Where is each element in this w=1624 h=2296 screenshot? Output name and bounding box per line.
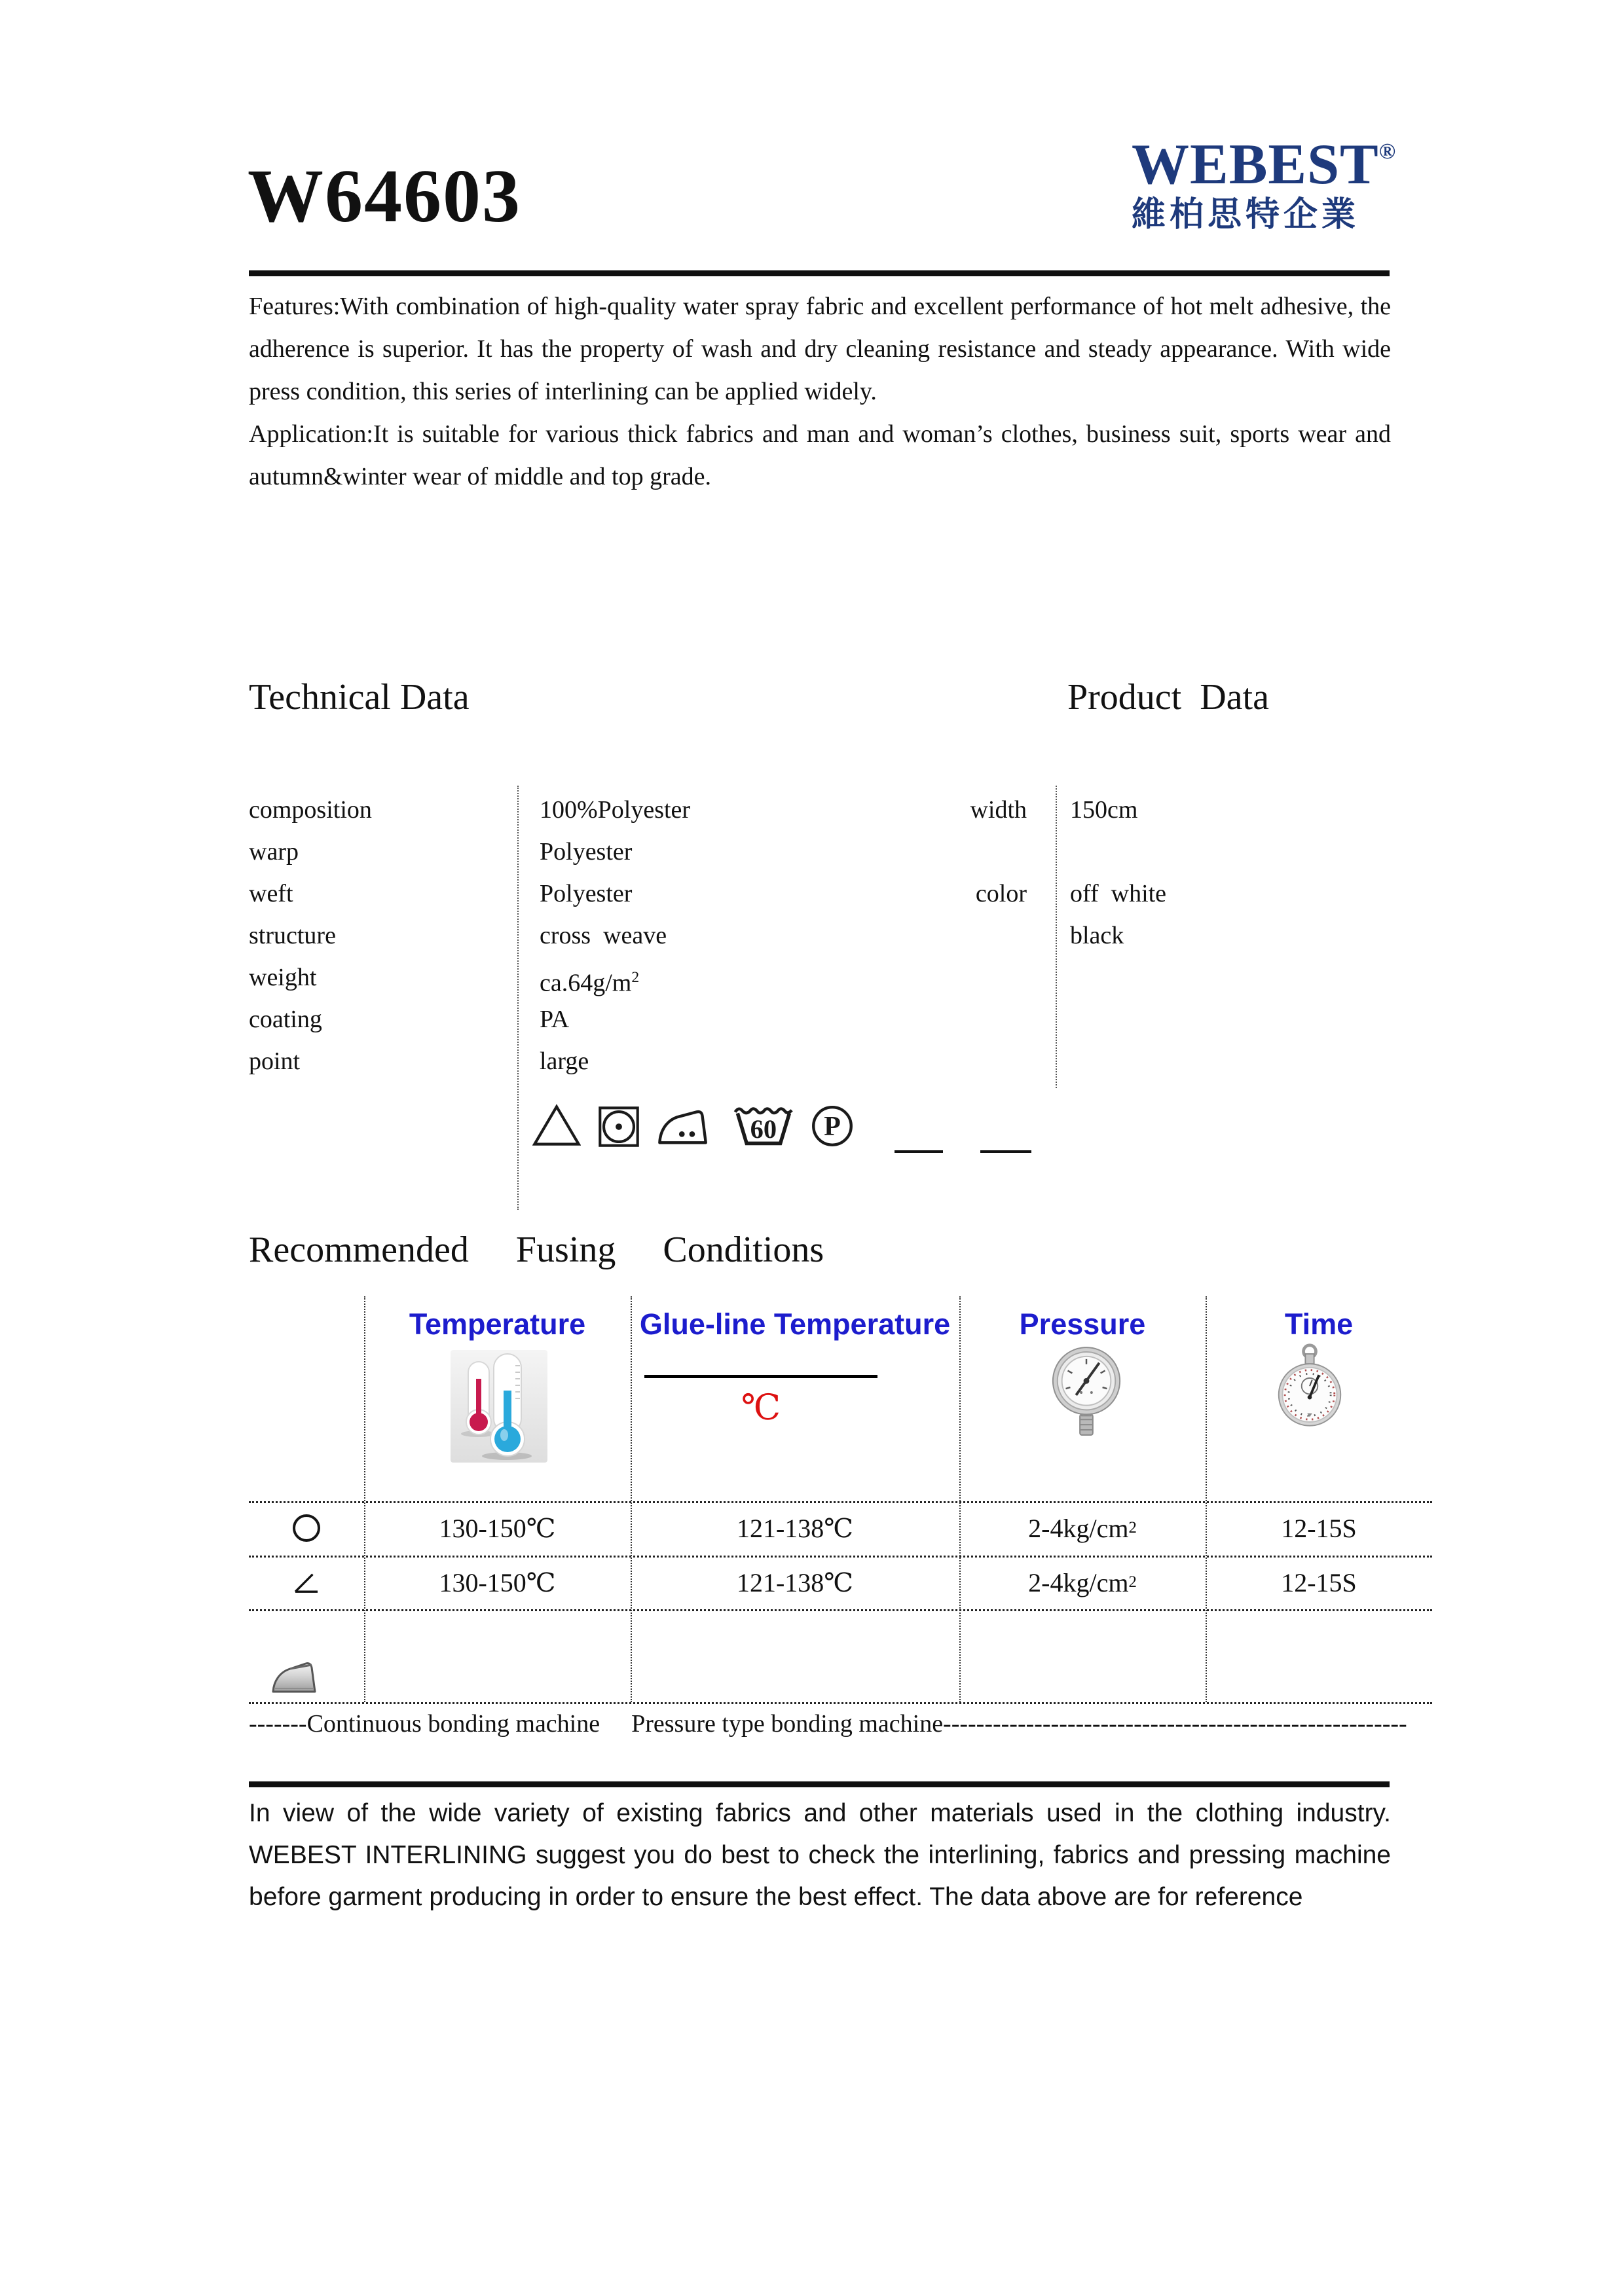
care-symbols-row xyxy=(532,1100,872,1148)
color-value-offwhite: off white xyxy=(1070,880,1167,907)
svg-text:P: P xyxy=(824,1111,841,1142)
spec-label: coating xyxy=(249,1006,322,1033)
fusing-symbol-circle xyxy=(249,1503,364,1554)
pressure-superscript: 2 xyxy=(1128,1519,1137,1537)
spec-label: structure xyxy=(249,922,336,949)
footnote-right: Pressure type bonding machine-------------------------------------------------------- xyxy=(631,1710,1407,1738)
bonding-machine-footnote xyxy=(249,1705,1432,1743)
fusing-row-divider xyxy=(249,1702,1432,1704)
fusing-cell-time: 12-15S xyxy=(1281,1567,1357,1597)
svg-text:60: 60 xyxy=(750,1114,777,1144)
bleach-triangle-icon xyxy=(532,1102,581,1148)
logo-cjk-text: 維柏思特企業 xyxy=(1132,196,1360,234)
spec-label: composition xyxy=(249,796,372,824)
wash-60-icon xyxy=(733,1100,793,1148)
spec-value-weight: $ca.64g/m^2$ xyxy=(540,969,640,997)
technical-spec-labels xyxy=(249,789,524,1082)
registered-trademark-icon: ® xyxy=(1378,139,1396,164)
intro-section xyxy=(249,285,1391,498)
iron-machine-icon xyxy=(270,1656,318,1698)
dry-clean-p-icon xyxy=(810,1104,855,1148)
fusing-column-divider xyxy=(959,1296,961,1702)
spec-value: 100%Polyester xyxy=(540,796,691,824)
fusing-cell-glue: 121-138℃ xyxy=(736,1513,854,1543)
angle-symbol xyxy=(293,1571,320,1594)
spec-value: large xyxy=(540,1048,589,1075)
spec-label: weft xyxy=(249,880,293,907)
blank-underscore xyxy=(980,1150,1031,1153)
spec-label: weight xyxy=(249,964,317,991)
fusing-column-divider xyxy=(364,1296,365,1702)
tumble-dry-icon xyxy=(598,1105,640,1148)
fusing-col-pressure: Pressure xyxy=(1019,1307,1146,1341)
fusing-column-divider xyxy=(1206,1296,1207,1702)
disclaimer-paragraph: In view of the wide variety of existing fabrics and other materials used in the clothing industry. WEBEST INTERLINING suggest you do best to check the interlining, fabrics and pressing machine before garment producing in order to ensure the best effect. The data above are for reference xyxy=(249,1799,1391,1911)
fusing-row-divider xyxy=(249,1609,1432,1611)
technical-data-heading: Technical Data xyxy=(249,677,470,718)
fusing-cell-glue: 121-138℃ xyxy=(736,1567,854,1597)
logo-brand-text: WEBEST xyxy=(1132,133,1379,196)
fusing-symbol-angle xyxy=(249,1557,364,1608)
thermometer-icon xyxy=(451,1350,547,1463)
fusing-col-temperature: Temperature xyxy=(409,1307,586,1341)
spec-value: cross weave xyxy=(540,922,667,949)
blank-underscore xyxy=(895,1150,943,1153)
fusing-cell-time: 12-15S xyxy=(1281,1513,1357,1543)
celsius-unit: ℃ xyxy=(741,1388,781,1427)
circle-symbol xyxy=(293,1514,320,1542)
technical-table-divider xyxy=(517,786,519,1210)
page-title: W64603 xyxy=(248,155,521,238)
application-paragraph: Application:It is suitable for various thick fabrics and man and woman’s clothes, business suit, sports wear and autumn&winter wear of middle and top grade. xyxy=(249,420,1391,490)
pressure-superscript: 2 xyxy=(1128,1573,1137,1591)
spec-value: Polyester xyxy=(540,880,633,907)
color-value-black: black xyxy=(1070,922,1124,949)
header-divider-rule xyxy=(249,270,1390,276)
technical-spec-values xyxy=(540,789,815,1082)
fusing-conditions-heading: Recommended Fusing Conditions xyxy=(249,1230,824,1270)
pressure-gauge-icon xyxy=(1048,1343,1125,1440)
logo-wordmark xyxy=(1132,133,1396,196)
product-table-divider xyxy=(1056,786,1057,1088)
weight-superscript: 2 xyxy=(631,969,640,986)
iron-two-dots-icon xyxy=(657,1105,709,1148)
fusing-cell-temp: 130-150℃ xyxy=(439,1513,556,1543)
spec-label: warp xyxy=(249,838,299,866)
footer-divider-rule xyxy=(249,1781,1390,1787)
features-paragraph: Features:With combination of high-quality water spray fabric and excellent performance of hot melt adhesive, the adherence is superior. It has the property of wash and dry cleaning resistance and steady appearance. With wide press condition, this series of interlining can be applied widely. xyxy=(249,293,1391,405)
product-data-heading: Product Data xyxy=(1067,677,1269,718)
fusing-col-glue-line-temperature: Glue-line Temperature xyxy=(639,1307,951,1341)
fusing-cell-pressure: 2-4kg/cm 2 xyxy=(1028,1513,1137,1543)
color-label: color xyxy=(975,880,1027,907)
spec-label: point xyxy=(249,1048,301,1075)
spec-value: PA xyxy=(540,1006,570,1033)
fusing-col-time: Time xyxy=(1284,1307,1354,1341)
fusing-cell-pressure: 2-4kg/cm 2 xyxy=(1028,1567,1137,1597)
brand-logo xyxy=(1132,133,1396,234)
width-value: 150cm xyxy=(1070,796,1138,824)
fusing-cell-temp: 130-150℃ xyxy=(439,1567,556,1597)
fusing-column-divider xyxy=(631,1296,632,1702)
footnote-left: -------Continuous bonding machine xyxy=(249,1710,600,1738)
glue-line-underline xyxy=(644,1375,877,1378)
width-label: width xyxy=(970,796,1027,824)
stopwatch-icon xyxy=(1276,1343,1344,1432)
spec-value: Polyester xyxy=(540,838,633,866)
